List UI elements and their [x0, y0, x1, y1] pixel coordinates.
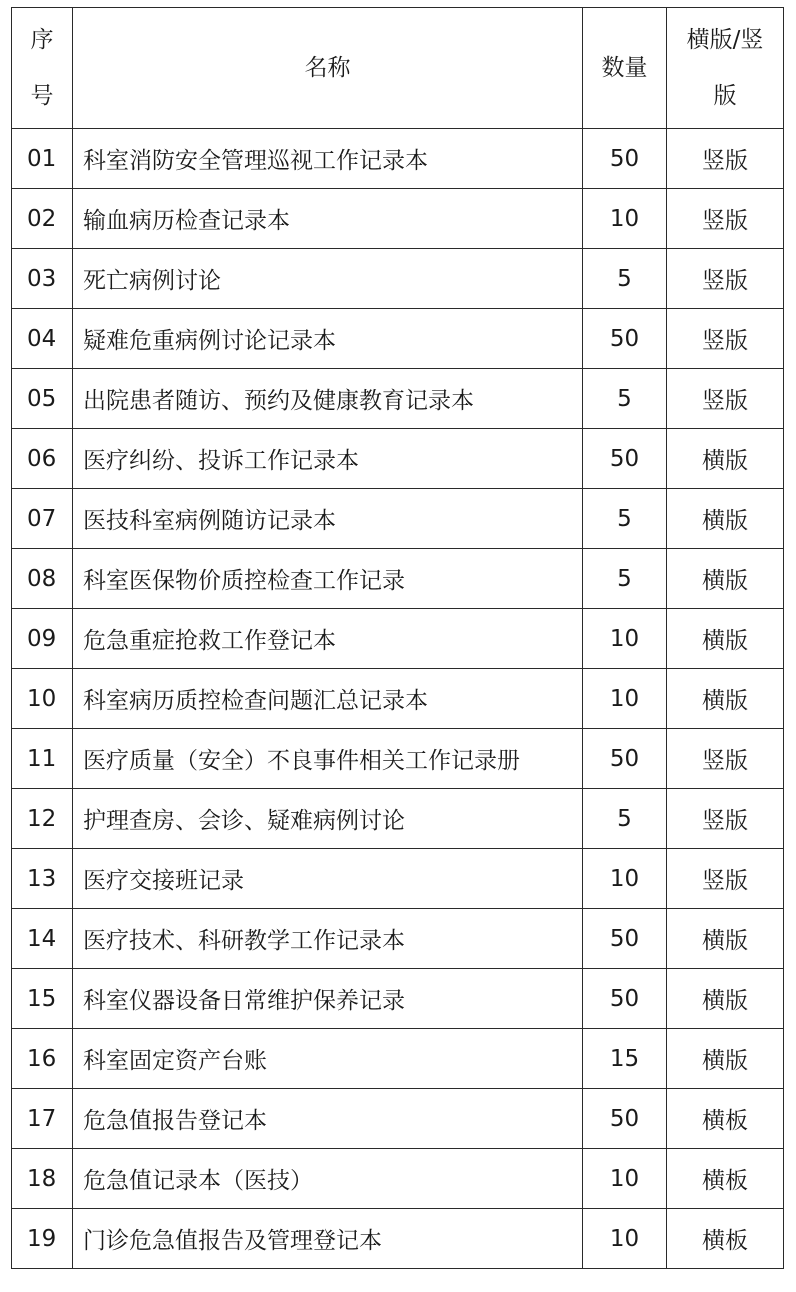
table-row [12, 189, 784, 249]
table-row [12, 369, 784, 429]
header-format: 横版/竖 版 [667, 8, 784, 129]
table-row [12, 549, 784, 609]
row-name: 科室固定资产台账 [73, 1029, 583, 1089]
row-qty: 50 [583, 129, 667, 189]
row-name: 危急值报告登记本 [73, 1089, 583, 1149]
row-seq: 01 [12, 129, 73, 189]
row-name: 医疗质量（安全）不良事件相关工作记录册 [73, 729, 583, 789]
row-seq: 04 [12, 309, 73, 369]
row-name: 医疗技术、科研教学工作记录本 [73, 909, 583, 969]
row-name: 疑难危重病例讨论记录本 [73, 309, 583, 369]
row-name: 护理查房、会诊、疑难病例讨论 [73, 789, 583, 849]
row-name: 医疗纠纷、投诉工作记录本 [73, 429, 583, 489]
row-qty: 50 [583, 429, 667, 489]
row-format: 横板 [667, 1149, 784, 1209]
row-name: 医疗交接班记录 [73, 849, 583, 909]
table-row [12, 909, 784, 969]
header-qty: 数量 [583, 8, 667, 129]
row-format: 横版 [667, 669, 784, 729]
row-name: 医技科室病例随访记录本 [73, 489, 583, 549]
table-row [12, 129, 784, 189]
row-seq: 12 [12, 789, 73, 849]
table-row [12, 669, 784, 729]
row-format: 竖版 [667, 849, 784, 909]
row-name: 危急值记录本（医技） [73, 1149, 583, 1209]
row-name: 科室仪器设备日常维护保养记录 [73, 969, 583, 1029]
table-row [12, 1089, 784, 1149]
row-name: 输血病历检查记录本 [73, 189, 583, 249]
row-qty: 10 [583, 189, 667, 249]
row-qty: 5 [583, 369, 667, 429]
table-row [12, 969, 784, 1029]
row-format: 竖版 [667, 189, 784, 249]
row-seq: 15 [12, 969, 73, 1029]
row-format: 竖版 [667, 789, 784, 849]
row-seq: 02 [12, 189, 73, 249]
row-format: 横版 [667, 489, 784, 549]
row-format: 横板 [667, 1089, 784, 1149]
row-format: 竖版 [667, 309, 784, 369]
row-seq: 05 [12, 369, 73, 429]
row-qty: 50 [583, 729, 667, 789]
row-seq: 07 [12, 489, 73, 549]
table-row [12, 1209, 784, 1269]
table-row [12, 609, 784, 669]
row-name: 出院患者随访、预约及健康教育记录本 [73, 369, 583, 429]
row-qty: 5 [583, 489, 667, 549]
row-format: 横版 [667, 429, 784, 489]
row-format: 横版 [667, 909, 784, 969]
row-format: 横版 [667, 1029, 784, 1089]
row-seq: 17 [12, 1089, 73, 1149]
table-row [12, 309, 784, 369]
row-name: 科室病历质控检查问题汇总记录本 [73, 669, 583, 729]
header-name: 名称 [73, 8, 583, 129]
row-format: 竖版 [667, 369, 784, 429]
table-row [12, 1029, 784, 1089]
row-name: 死亡病例讨论 [73, 249, 583, 309]
row-seq: 06 [12, 429, 73, 489]
table-row [12, 249, 784, 309]
row-seq: 13 [12, 849, 73, 909]
row-qty: 10 [583, 1149, 667, 1209]
records-table [11, 7, 784, 1269]
row-seq: 09 [12, 609, 73, 669]
table-row [12, 429, 784, 489]
row-qty: 15 [583, 1029, 667, 1089]
table-row [12, 489, 784, 549]
row-qty: 50 [583, 969, 667, 1029]
row-seq: 18 [12, 1149, 73, 1209]
row-seq: 14 [12, 909, 73, 969]
row-name: 科室消防安全管理巡视工作记录本 [73, 129, 583, 189]
row-format: 横板 [667, 1209, 784, 1269]
row-qty: 5 [583, 249, 667, 309]
table-row [12, 789, 784, 849]
table-row [12, 1149, 784, 1209]
row-format: 竖版 [667, 729, 784, 789]
row-name: 门诊危急值报告及管理登记本 [73, 1209, 583, 1269]
row-seq: 19 [12, 1209, 73, 1269]
header-seq: 序 号 [12, 8, 73, 129]
row-seq: 10 [12, 669, 73, 729]
row-seq: 08 [12, 549, 73, 609]
row-qty: 5 [583, 789, 667, 849]
row-qty: 5 [583, 549, 667, 609]
row-qty: 50 [583, 309, 667, 369]
row-qty: 50 [583, 909, 667, 969]
row-qty: 50 [583, 1089, 667, 1149]
row-qty: 10 [583, 849, 667, 909]
row-qty: 10 [583, 1209, 667, 1269]
row-qty: 10 [583, 609, 667, 669]
row-format: 横版 [667, 609, 784, 669]
row-format: 竖版 [667, 249, 784, 309]
row-seq: 03 [12, 249, 73, 309]
row-format: 竖版 [667, 129, 784, 189]
row-qty: 10 [583, 669, 667, 729]
row-seq: 16 [12, 1029, 73, 1089]
table-header-row [12, 8, 784, 129]
row-name: 危急重症抢救工作登记本 [73, 609, 583, 669]
table-row [12, 729, 784, 789]
row-seq: 11 [12, 729, 73, 789]
row-name: 科室医保物价质控检查工作记录 [73, 549, 583, 609]
table-row [12, 849, 784, 909]
row-format: 横版 [667, 969, 784, 1029]
row-format: 横版 [667, 549, 784, 609]
